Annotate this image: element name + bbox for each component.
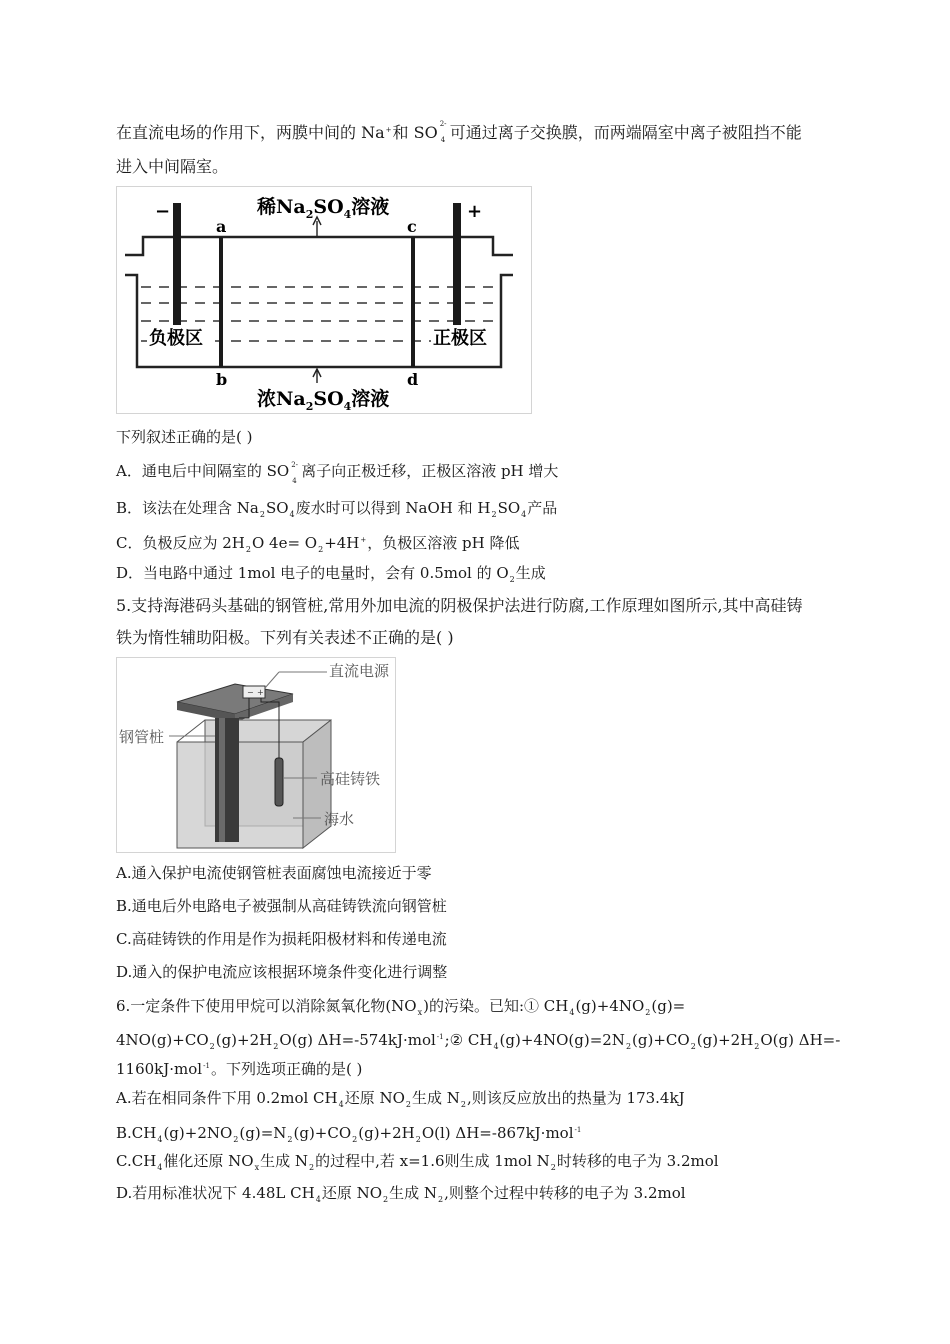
- subscript: 2: [690, 1042, 696, 1051]
- text-run: A．通电后中间隔室的 SO: [116, 462, 290, 480]
- subscript: 2: [273, 1042, 279, 1051]
- electrodialysis-diagram: [117, 187, 531, 413]
- text-run: (g)+CO: [632, 1031, 690, 1049]
- subscript: 2: [259, 510, 265, 519]
- text-run: C．负极反应为 2H: [116, 534, 245, 552]
- subscript: 4: [521, 510, 527, 519]
- subscript: 2: [318, 545, 324, 554]
- text-run: )的污染。已知:① CH: [423, 997, 569, 1015]
- subscript: 2: [209, 1042, 215, 1051]
- text-run: (g)+2H: [358, 1124, 415, 1142]
- q5-option-a: A.通入保护电流使钢管桩表面腐蚀电流接近于零: [116, 864, 432, 882]
- charge-sub: 4: [440, 136, 446, 144]
- text-run: O(g) ΔH=-574kJ·mol: [279, 1031, 436, 1049]
- text-run: ,则整个过程中转移的电子为 3.2mol: [444, 1184, 686, 1202]
- superscript: +: [360, 536, 367, 544]
- text-run: 4NO(g)+CO: [116, 1031, 209, 1049]
- text-run: SO: [497, 499, 521, 517]
- leader-power: [265, 672, 279, 688]
- q6-option-b: [116, 1120, 582, 1150]
- text-run: (g)=: [651, 997, 686, 1015]
- text-run: ，负极区溶液 pH 降低: [367, 534, 520, 552]
- subscript: 4: [157, 1163, 163, 1172]
- electrodialysis-figure: [116, 186, 532, 414]
- subscript: 2: [491, 510, 497, 519]
- subscript: 2: [352, 1135, 358, 1144]
- subscript: 4: [493, 1042, 499, 1051]
- text-run: ;② CH: [444, 1031, 493, 1049]
- subscript: 4: [569, 1008, 575, 1017]
- text-run: +4H: [324, 534, 360, 552]
- subscript: 2: [438, 1195, 444, 1204]
- label-a: a: [216, 217, 227, 236]
- q4-option-b: [116, 498, 557, 525]
- q6-stem-3: [116, 1056, 362, 1079]
- intro-line-1: [116, 120, 802, 143]
- text-run: B.CH: [116, 1124, 157, 1142]
- superscript: -1: [203, 1062, 210, 1070]
- q5-option-b: B.通电后外电路电子被强制从高硅铸铁流向钢管桩: [116, 897, 447, 915]
- text-run: (g)+CO: [293, 1124, 352, 1142]
- subscript: 2: [509, 575, 515, 584]
- label-silicon-iron: 高硅铸铁: [320, 770, 381, 788]
- charge-sup: 2-: [291, 461, 299, 469]
- text-run: 可通过离子交换膜，而两端隔室中离子被阻挡不能: [449, 123, 802, 142]
- q6-option-c: [116, 1151, 719, 1178]
- q4-option-c: [116, 530, 520, 560]
- text-run: 的过程中,若 x=1.6则生成 1mol N: [315, 1152, 550, 1170]
- subscript: 2: [645, 1008, 651, 1017]
- q5-option-d: D.通入的保护电流应该根据环境条件变化进行调整: [116, 963, 448, 981]
- intro-line-2: 进入中间隔室。: [116, 157, 229, 176]
- tank-front: [177, 742, 303, 848]
- text-run: 还原 NO: [344, 1089, 405, 1107]
- text-run: 生成 N: [260, 1152, 308, 1170]
- text-run: 生成: [515, 564, 546, 582]
- q4-option-d: [116, 563, 546, 590]
- q4-option-a: [116, 461, 559, 485]
- text-run: 废水时可以得到 NaOH 和 H: [295, 499, 491, 517]
- text-run: B．该法在处理含 Na: [116, 499, 259, 517]
- minus-sign: −: [155, 201, 171, 222]
- subscript: 2: [405, 1100, 411, 1109]
- text-run: (g)+2NO: [163, 1124, 233, 1142]
- text-run: O(l) ΔH=-867kJ·mol: [421, 1124, 574, 1142]
- text-run: 在直流电场的作用下，两膜中间的 Na: [116, 123, 385, 142]
- superscript: -1: [574, 1126, 582, 1134]
- charge-sub: 4: [292, 477, 297, 485]
- q6-option-d: [116, 1183, 686, 1210]
- steel-pile-highlight: [219, 718, 225, 842]
- subscript: 2: [550, 1163, 556, 1172]
- cathodic-protection-diagram: [117, 658, 395, 852]
- q6-stem-1: [116, 996, 685, 1023]
- subscript: x: [417, 1008, 423, 1017]
- subscript: 4: [338, 1100, 344, 1109]
- subscript: 2: [233, 1135, 239, 1144]
- text-run: 6.一定条件下使用甲烷可以消除氮氧化物(NO: [116, 997, 417, 1015]
- text-run: SO: [265, 499, 289, 517]
- top-solution-label: 稀$Na_2SO_4$溶液: [257, 196, 390, 221]
- positive-region-label: 正极区: [433, 328, 487, 349]
- label-c: c: [407, 217, 417, 236]
- text-run: 催化还原 NO: [163, 1152, 254, 1170]
- membrane-ab: [219, 237, 223, 367]
- text-run: 还原 NO: [321, 1184, 383, 1202]
- silicon-iron-anode: [275, 758, 283, 806]
- superscript: -1: [436, 1033, 444, 1041]
- polarity-plus-glyph: +: [257, 688, 264, 697]
- text-run: 离子向正极迁移，正极区溶液 pH 增大: [301, 462, 559, 480]
- text-run: A.若在相同条件下用 0.2mol CH: [116, 1089, 338, 1107]
- superscript: +: [385, 126, 392, 134]
- subscript: 2: [309, 1163, 315, 1172]
- subscript: x: [254, 1163, 260, 1172]
- q5-option-c: C.高硅铸铁的作用是作为损耗阳极材料和传递电流: [116, 930, 447, 948]
- text-run: (g)+2H: [215, 1031, 273, 1049]
- text-run: (g)=N: [239, 1124, 287, 1142]
- text-run: 生成 N: [412, 1089, 460, 1107]
- subscript: 2: [383, 1195, 389, 1204]
- subscript: 2: [415, 1135, 421, 1144]
- label-power-source: 直流电源: [329, 662, 390, 680]
- ion-charge: [289, 461, 301, 485]
- negative-region-label: 负极区: [149, 328, 203, 349]
- plus-sign: +: [467, 201, 483, 222]
- q5-stem-2: 铁为惰性辅助阳极。下列有关表述不正确的是( ): [116, 628, 454, 647]
- text-run: 和 SO: [392, 123, 438, 142]
- subscript: 4: [157, 1135, 163, 1144]
- text-run: D.若用标准状况下 4.48L CH: [116, 1184, 315, 1202]
- text-run: O(g) ΔH=-: [760, 1031, 841, 1049]
- label-d: d: [407, 370, 419, 389]
- text-run: 产品: [527, 499, 558, 517]
- cathode-electrode: [173, 203, 181, 327]
- subscript: 2: [754, 1042, 760, 1051]
- text-run: ,则该反应放出的热量为 173.4kJ: [467, 1089, 685, 1107]
- q4-stem: 下列叙述正确的是( ): [116, 428, 253, 446]
- label-seawater: 海水: [324, 810, 355, 828]
- ion-charge: [438, 120, 450, 144]
- polarity-minus-glyph: −: [247, 688, 254, 697]
- text-run: D．当电路中通过 1mol 电子的电量时，会有 0.5mol 的 O: [116, 564, 509, 582]
- charge-sup: 2-: [439, 120, 447, 128]
- subscript: 4: [289, 510, 295, 519]
- q5-stem-1: 5.支持海港码头基础的钢管桩,常用外加电流的阴极保护法进行防腐,工作原理如图所示,其中高硅铸: [116, 596, 803, 615]
- subscript: 2: [245, 545, 251, 554]
- text-run: O 4e= O: [251, 534, 318, 552]
- label-steel-pile: 钢管桩: [119, 728, 165, 746]
- text-run: 时转移的电子为 3.2mol: [556, 1152, 719, 1170]
- text-run: C.CH: [116, 1152, 157, 1170]
- q6-option-a: [116, 1088, 685, 1115]
- text-run: 1160kJ·mol: [116, 1060, 203, 1078]
- subscript: 2: [287, 1135, 293, 1144]
- anode-electrode: [453, 203, 461, 327]
- subscript: 4: [315, 1195, 321, 1204]
- bottom-solution-label: 浓$Na_2SO_4$溶液: [257, 388, 390, 413]
- steel-pile: [215, 718, 239, 842]
- label-b: b: [216, 370, 228, 389]
- text-run: (g)+4NO: [575, 997, 645, 1015]
- text-run: 生成 N: [389, 1184, 438, 1202]
- subscript: 2: [460, 1100, 466, 1109]
- membrane-cd: [411, 237, 415, 367]
- q6-stem-2: [116, 1027, 840, 1057]
- cathodic-protection-figure: [116, 657, 396, 853]
- text-run: 。下列选项正确的是( ): [210, 1060, 363, 1078]
- text-run: (g)+4NO(g)=2N: [499, 1031, 625, 1049]
- subscript: 2: [625, 1042, 632, 1051]
- text-run: (g)+2H: [696, 1031, 754, 1049]
